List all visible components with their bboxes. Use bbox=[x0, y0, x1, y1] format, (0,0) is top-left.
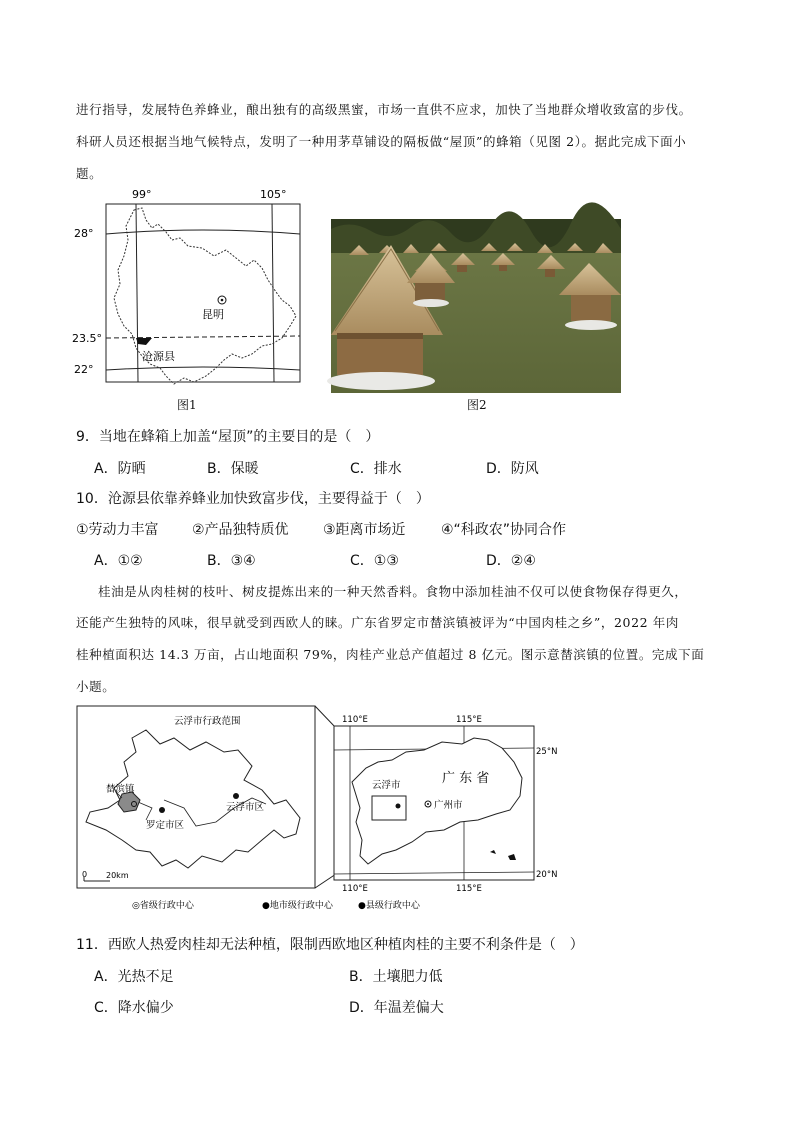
passage2-line4: 小题。 bbox=[76, 679, 116, 694]
figure2-caption: 图2 bbox=[467, 398, 487, 412]
passage1-line1: 进行指导，发展特色养蜂业，酿出独有的高级黑蜜，市场一直供不应求，加快了当地群众增收致富的步伐。 bbox=[76, 102, 692, 117]
cangyuan-label: 沧源县 bbox=[142, 350, 175, 363]
q10-item-2: ②产品独特质优 bbox=[192, 522, 289, 538]
q9-option-b[interactable]: B．保暖 bbox=[207, 461, 259, 477]
passage2-line3: 桂种植面积达 14.3 万亩，占山地面积 79%，肉桂产业总产值超过 8 亿元。图示意榃滨镇的位置。完成下面 bbox=[76, 647, 705, 662]
passage2-line2: 还能产生独特的风味，很早就受到西欧人的睐。广东省罗定市榃滨镇被评为“中国肉桂之乡”，2022 年肉 bbox=[76, 615, 679, 630]
q9-option-d[interactable]: D．防风 bbox=[486, 461, 539, 477]
q10-item-1: ①劳动力丰富 bbox=[76, 522, 159, 538]
legend-county: ●县级行政中心 bbox=[358, 901, 420, 911]
figure1-map bbox=[72, 188, 306, 392]
q10-option-c[interactable]: C．①③ bbox=[350, 553, 399, 569]
guangzhou-label: 广州市 bbox=[434, 800, 463, 811]
yunfu-admin-title: 云浮市行政范围 bbox=[174, 716, 241, 727]
passage2-line1: 桂油是从肉桂树的枝叶、树皮提炼出来的一种天然香料。食物中添加桂油不仅可以使食物保存得更久， bbox=[98, 584, 688, 599]
passage1-line2: 科研人员还根据当地气候特点，发明了一种用茅草铺设的隔板做“屋顶”的蜂箱（见图 2）。据此完成下面小 bbox=[76, 134, 687, 149]
q11-option-c[interactable]: C．降水偏少 bbox=[94, 1000, 174, 1016]
lat-20-label: 20°N bbox=[536, 870, 558, 880]
yunfu-district-label: 云浮市区 bbox=[226, 802, 265, 813]
q11-option-d[interactable]: D．年温差偏大 bbox=[349, 1000, 444, 1016]
lon-110-bottom: 110°E bbox=[342, 884, 368, 894]
figure1-caption: 图1 bbox=[177, 398, 197, 412]
q10-option-b[interactable]: B．③④ bbox=[207, 553, 256, 569]
q10-stem: 10．沧源县依靠养蜂业加快致富步伐，主要得益于（ ） bbox=[76, 491, 430, 507]
q11-stem: 11．西欧人热爱肉桂却无法种植，限制西欧地区种植肉桂的主要不利条件是（ ） bbox=[76, 937, 584, 953]
lon-105-label: 105° bbox=[260, 188, 287, 201]
legend-provincial: ◎省级行政中心 bbox=[132, 901, 194, 911]
yunfu-city-label: 云浮市 bbox=[372, 780, 401, 791]
figure2-photo bbox=[331, 219, 621, 397]
lat-235-label: 23.5° bbox=[72, 332, 102, 345]
passage1-line3: 题。 bbox=[76, 166, 103, 181]
lon-115-bottom: 115°E bbox=[456, 884, 482, 894]
lat-25-label: 25°N bbox=[536, 747, 558, 757]
legend-prefecture: ●地市级行政中心 bbox=[262, 901, 333, 911]
lon-99-label: 99° bbox=[132, 188, 152, 201]
kunming-label: 昆明 bbox=[202, 308, 224, 321]
q9-option-c[interactable]: C．排水 bbox=[350, 461, 402, 477]
q10-option-d[interactable]: D．②④ bbox=[486, 553, 536, 569]
lat-28-label: 28° bbox=[74, 227, 94, 240]
q11-option-b[interactable]: B．土壤肥力低 bbox=[349, 969, 443, 985]
q10-option-a[interactable]: A．①② bbox=[94, 553, 143, 569]
scale-zero: 0 bbox=[82, 870, 88, 879]
figure3-map bbox=[76, 704, 566, 918]
q11-option-a[interactable]: A．光热不足 bbox=[94, 969, 174, 985]
luoding-label: 罗定市区 bbox=[146, 820, 185, 831]
q10-item-3: ③距离市场近 bbox=[323, 522, 406, 538]
tanbin-label: 榃滨镇 bbox=[106, 784, 135, 795]
lat-22-label: 22° bbox=[74, 363, 94, 376]
lon-110-top: 110°E bbox=[342, 715, 368, 725]
guangdong-label: 广 东 省 bbox=[442, 771, 490, 786]
scale-length: 20km bbox=[106, 871, 129, 880]
q9-option-a[interactable]: A．防晒 bbox=[94, 461, 146, 477]
q9-stem: 9．当地在蜂箱上加盖“屋顶”的主要目的是（ ） bbox=[76, 429, 380, 445]
q10-item-4: ④“科政农”协同合作 bbox=[441, 522, 567, 538]
lon-115-top: 115°E bbox=[456, 715, 482, 725]
